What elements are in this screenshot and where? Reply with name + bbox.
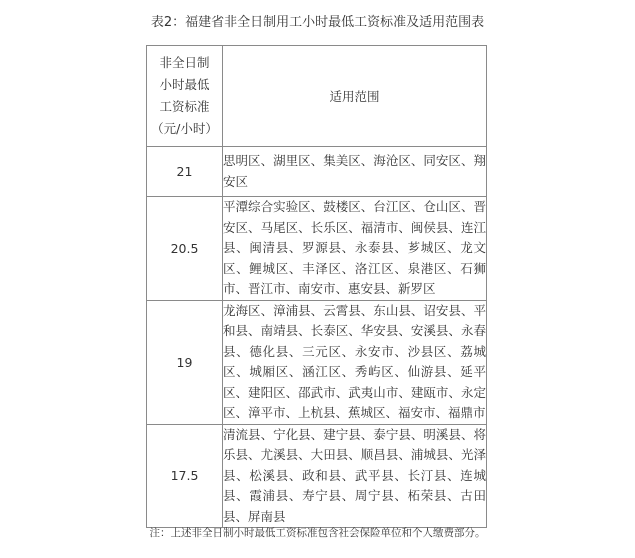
header-wage-line: 工资标准 (159, 99, 210, 114)
wage-standard-table (146, 45, 487, 528)
header-wage-line: （元/小时） (151, 121, 218, 136)
table-title: 表2：福建省非全日制用工小时最低工资标准及适用范围表 (150, 15, 485, 30)
header-wage-line: 非全日制 (159, 55, 210, 70)
wage-value: 19 (147, 300, 223, 424)
header-wage-line: 小时最低 (159, 77, 210, 92)
footnote: 注：上述非全日制小时最低工资标准包含社会保险单位和个人缴费部分。 (149, 527, 486, 539)
table-header-row (147, 46, 487, 147)
table-row (147, 424, 487, 528)
wage-value: 21 (147, 147, 223, 197)
wage-value: 20.5 (147, 197, 223, 301)
scope-text: 清流县、宁化县、建宁县、泰宁县、明溪县、将乐县、尤溪县、大田县、顺昌县、浦城县、光泽县、松溪县、政和县、武平县、长汀县、连城县、霞浦县、寿宁县、周宁县、柘荣县、古田县、屏南县 (223, 424, 487, 528)
header-scope: 适用范围 (223, 46, 487, 147)
wage-value: 17.5 (147, 424, 223, 528)
table-row (147, 300, 487, 424)
header-wage-standard (147, 46, 223, 147)
table-row (147, 197, 487, 301)
table-row (147, 147, 487, 197)
scope-text: 思明区、湖里区、集美区、海沧区、同安区、翔安区 (223, 147, 487, 197)
scope-text: 龙海区、漳浦县、云霄县、东山县、诏安县、平和县、南靖县、长泰区、华安县、安溪县、永春县、德化县、三元区、永安市、沙县区、荔城区、城厢区、涵江区、秀屿区、仙游县、延平区、建阳区、邵武市、武夷山市、建瓯市、永定区、漳平市、上杭县、蕉城区、福安市、福鼎市 (223, 300, 487, 424)
scope-text: 平潭综合实验区、鼓楼区、台江区、仓山区、晋安区、马尾区、长乐区、福清市、闽侯县、连江县、闽清县、罗源县、永泰县、芗城区、龙文区、鲤城区、丰泽区、洛江区、泉港区、石狮市、晋江市、南安市、惠安县、新罗区 (223, 197, 487, 301)
